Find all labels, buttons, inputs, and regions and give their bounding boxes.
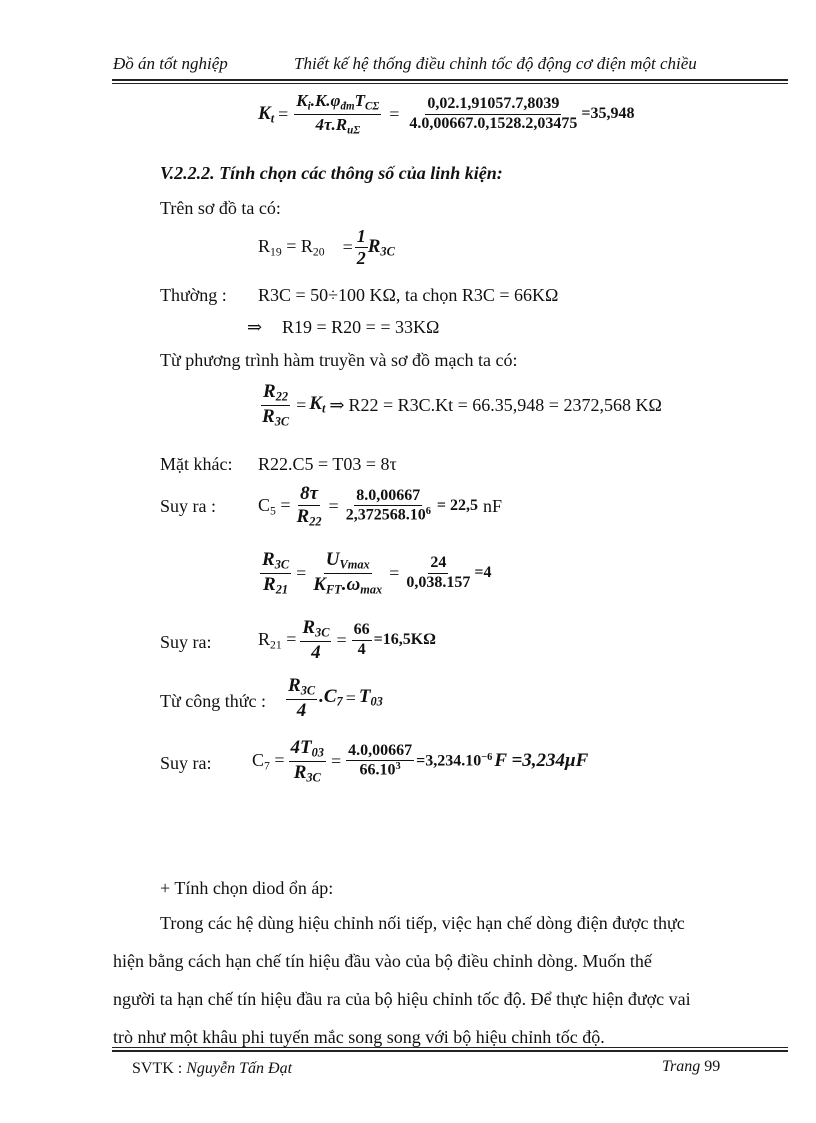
header-rule: [112, 79, 788, 81]
r21-denominator: 4: [357, 640, 366, 658]
footer-page-label: Trang: [662, 1058, 701, 1075]
tren-so-do-text: Trên sơ đồ ta có:: [160, 198, 281, 218]
r22-chain: R22 = R3C.Kt = 66.35,948 = 2372,568 KΩ: [348, 394, 662, 415]
header-rule-thin: [112, 83, 788, 84]
suy-ra-label-2: Suy ra:: [160, 632, 212, 652]
page-number: 99: [704, 1058, 721, 1075]
c7-numerator: 4.0,00667: [346, 743, 414, 762]
c7-denominator-exp: 3: [395, 761, 401, 773]
paragraph-line-1: Trong các hệ dùng hiệu chỉnh nối tiếp, việc hạn chế dòng điện được thực: [160, 913, 685, 933]
r21-result: =16,5KΩ: [373, 631, 436, 649]
kt-result: =35,948: [581, 105, 635, 123]
c5-numerator: 8.0,00667: [354, 488, 422, 507]
thuong-label: Thường :: [160, 285, 227, 305]
suy-ra-label-1: Suy ra :: [160, 496, 216, 516]
c7-equation: $C_7$ = $\frac{4T_{03}}{R_{3C}}$ = $\frac{4.0,00667}{66.10^3}$ $=3,234.10^{-6}$ F =3,234μF: [252, 737, 589, 785]
ratio-equation: $\frac{R_{3C}}{R_{21}}$ = $\frac{U_{Vmax}}{K_{FT}.\omega_{max}}$ = $\frac{24}{0,038.157}$ =4: [262, 549, 492, 597]
r19-equation: $R_{19} = R_{20}$ = $\frac{1}{2}$ $R_{3C}$: [258, 226, 395, 268]
thuong-text: R3C = 50÷100 KΩ, ta chọn R3C = 66KΩ: [258, 285, 559, 305]
c5-equation: $C_5$ = $\frac{8\tau}{R_{22}}$ = $\frac{8.0,00667}{2,372568.10^6}$ = 22,5 nF: [258, 483, 503, 529]
c5-denominator: 2,372568.10: [345, 507, 426, 525]
kt-equation: $K_t$ = $\frac{K_i.K.\varphi_{đm}T_{C\Sigma}}{4\tau.R_{u\Sigma}}$ = $\frac{0,02.1,91057.7,8039}{4.0,00667.0,1528.2,03475}$ =35,948: [258, 91, 635, 137]
mat-khac-text: R22.C5 = T03 = 8τ: [258, 454, 397, 474]
implies-arrow: ⇒: [247, 317, 263, 337]
ratio-numerator: 24: [428, 555, 448, 574]
c5-denominator-exp: 6: [425, 506, 431, 518]
r21-equation: $R_{21}$ = $\frac{R_{3C}}{4}$ = $\frac{66}{4}$ =16,5KΩ: [258, 617, 436, 663]
paragraph-line-2: hiện bằng cách hạn chế tín hiệu đầu vào của bộ điều chỉnh dòng. Muốn thế: [113, 951, 652, 971]
mat-khac-label: Mặt khác:: [160, 454, 233, 474]
suy-ra-label-3: Suy ra:: [160, 753, 212, 773]
header-left: Đồ án tốt nghiệp: [113, 54, 228, 73]
paragraph-line-3: người ta hạn chế tín hiệu đầu ra của bộ hiệu chỉnh tốc độ. Để thực hiện được vai: [113, 989, 691, 1009]
footer-rule-thin: [112, 1047, 788, 1048]
diode-title: + Tính chọn diod ổn áp:: [160, 878, 334, 898]
footer-rule: [112, 1050, 788, 1052]
r22-equation: $\frac{R_{22}}{R_{3C}}$ = $K_t$ ⇒ R22 = R3C.Kt = 66.35,948 = 2372,568 KΩ: [262, 381, 662, 429]
r21-numerator: 66: [352, 622, 372, 641]
section-heading: V.2.2.2. Tính chọn các thông số của linh kiện:: [160, 163, 503, 183]
c7-result: $=3,234.10^{-6}$: [416, 751, 493, 770]
implies-text: R19 = R20 = = 33KΩ: [282, 317, 440, 337]
footer-svtk-label: SVTK :: [132, 1060, 183, 1077]
footer-right: [662, 1058, 720, 1076]
c7-tail: F =3,234μF: [494, 750, 589, 772]
c5-result: = 22,5: [436, 497, 479, 515]
c7-denominator: 66.10: [359, 762, 396, 780]
tu-phuong-trinh-text: Từ phương trình hàm truyền và sơ đồ mạch ta có:: [160, 350, 518, 370]
c5-unit: nF: [483, 495, 503, 516]
header-right: Thiết kế hệ thống điều chỉnh tốc độ động cơ điện một chiều: [294, 54, 697, 73]
footer-left: [132, 1060, 292, 1078]
c7-formula: $\frac{R_{3C}}{4}$ $.C_7$ = $T_{03}$: [288, 675, 383, 721]
ratio-denominator: 0,038.157: [406, 573, 471, 591]
kt-numerator: 0,02.1,91057.7,8039: [425, 96, 561, 115]
ratio-result: =4: [474, 564, 492, 582]
tu-cong-thuc-label: Từ công thức :: [160, 691, 266, 711]
footer-author: Nguyễn Tấn Đạt: [186, 1060, 293, 1077]
kt-denominator: 4.0,00667.0,1528.2,03475: [409, 114, 578, 132]
paragraph-line-4: trò như một khâu phi tuyến mắc song song với bộ hiệu chỉnh tốc độ.: [113, 1027, 605, 1047]
